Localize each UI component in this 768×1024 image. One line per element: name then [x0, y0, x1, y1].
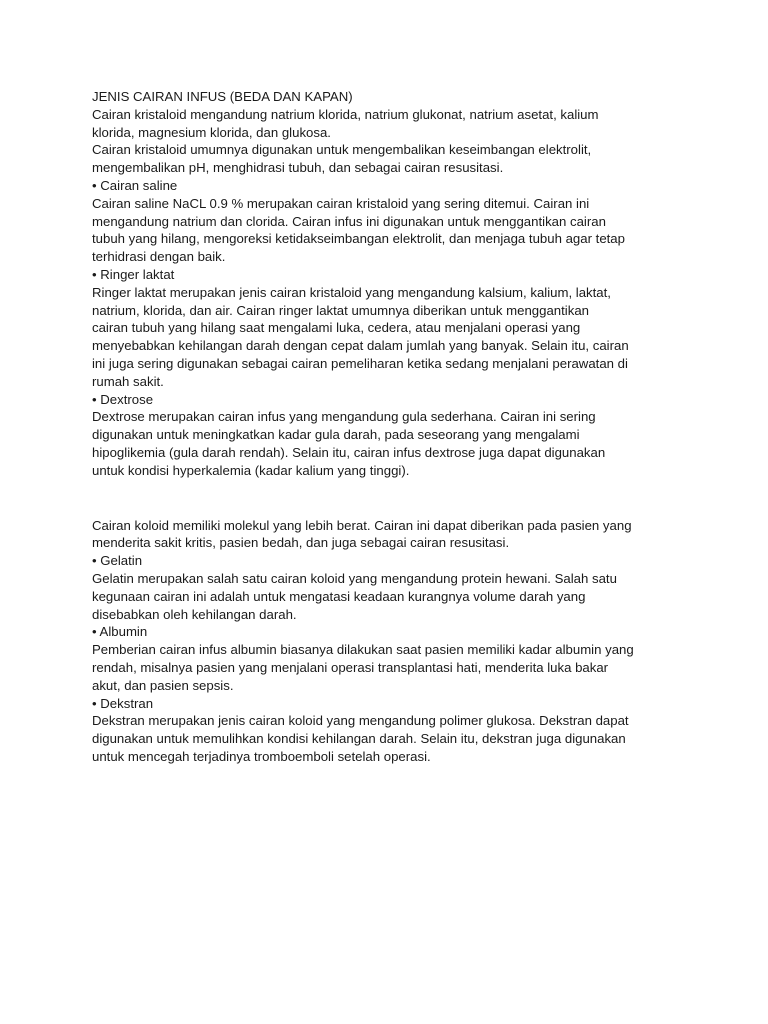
text-line: • Albumin	[92, 624, 148, 640]
text-line: ini juga sering digunakan sebagai cairan pemeliharan ketika sedang menjalani perawatan di	[92, 355, 628, 371]
text-line: • Cairan saline	[92, 177, 178, 193]
text-line: untuk kondisi hyperkalemia (kadar kalium yang tinggi).	[92, 462, 410, 478]
document-body	[92, 88, 692, 766]
text-line: • Dekstran	[92, 695, 154, 711]
text-line: hipoglikemia (gula darah rendah). Selain itu, cairan infus dextrose juga dapat digunakan	[92, 444, 606, 460]
text-line: klorida, magnesium klorida, dan glukosa.	[92, 124, 331, 140]
text-line: natrium, klorida, dan air. Cairan ringer laktat umumnya diberikan untuk menggantikan	[92, 302, 589, 318]
text-line: Cairan koloid memiliki molekul yang lebih berat. Cairan ini dapat diberikan pada pasien yang	[92, 517, 632, 533]
text-line: rumah sakit.	[92, 373, 164, 389]
text-line: tubuh yang hilang, mengoreksi ketidakseimbangan elektrolit, dan menjaga tubuh agar tetap	[92, 231, 625, 247]
text-line: Dextrose merupakan cairan infus yang mengandung gula sederhana. Cairan ini sering	[92, 409, 596, 425]
text-line: Cairan kristaloid mengandung natrium klorida, natrium glukonat, natrium asetat, kalium	[92, 106, 599, 122]
text-line: akut, dan pasien sepsis.	[92, 677, 234, 693]
text-line: • Gelatin	[92, 553, 143, 569]
text-line: menderita sakit kritis, pasien bedah, dan juga sebagai cairan resusitasi.	[92, 535, 510, 551]
text-line: Cairan kristaloid umumnya digunakan untuk mengembalikan keseimbangan elektrolit,	[92, 142, 592, 158]
text-line: mengandung natrium dan clorida. Cairan infus ini digunakan untuk menggantikan cairan	[92, 213, 606, 229]
text-line: Gelatin merupakan salah satu cairan koloid yang mengandung protein hewani. Salah satu	[92, 570, 617, 586]
text-line: digunakan untuk memulihkan kondisi kehilangan darah. Selain itu, dekstran juga digunakan	[92, 731, 626, 747]
text-line: Cairan saline NaCL 0.9 % merupakan cairan kristaloid yang sering ditemui. Cairan ini	[92, 195, 590, 211]
text-line: Pemberian cairan infus albumin biasanya dilakukan saat pasien memiliki kadar albumin yang	[92, 642, 634, 658]
text-line: kegunaan cairan ini adalah untuk mengatasi keadaan kurangnya volume darah yang	[92, 588, 586, 604]
text-line: cairan tubuh yang hilang saat mengalami luka, cedera, atau menjalani operasi yang	[92, 320, 581, 336]
text-line: Dekstran merupakan jenis cairan koloid yang mengandung polimer glukosa. Dekstran dapat	[92, 713, 629, 729]
text-line: • Dextrose	[92, 391, 154, 407]
text-line: untuk mencegah terjadinya tromboemboli setelah operasi.	[92, 748, 431, 764]
text-line: Ringer laktat merupakan jenis cairan kristaloid yang mengandung kalsium, kalium, laktat,	[92, 284, 611, 300]
text-line: terhidrasi dengan baik.	[92, 249, 226, 265]
text-line: JENIS CAIRAN INFUS (BEDA DAN KAPAN)	[92, 89, 353, 104]
section-gap	[92, 480, 692, 517]
crystalloid-section	[92, 88, 692, 480]
text-line: disebabkan oleh kehilangan darah.	[92, 606, 297, 622]
text-line: digunakan untuk meningkatkan kadar gula darah, pada seseorang yang mengalami	[92, 427, 580, 443]
text-line: menyebabkan kehilangan darah dengan cepat dalam jumlah yang banyak. Selain itu, cairan	[92, 338, 629, 354]
text-line: mengembalikan pH, menghidrasi tubuh, dan sebagai cairan resusitasi.	[92, 160, 504, 176]
colloid-section	[92, 517, 692, 766]
text-line: rendah, misalnya pasien yang menjalani operasi transplantasi hati, menderita luka bakar	[92, 659, 609, 675]
text-line: • Ringer laktat	[92, 266, 175, 282]
